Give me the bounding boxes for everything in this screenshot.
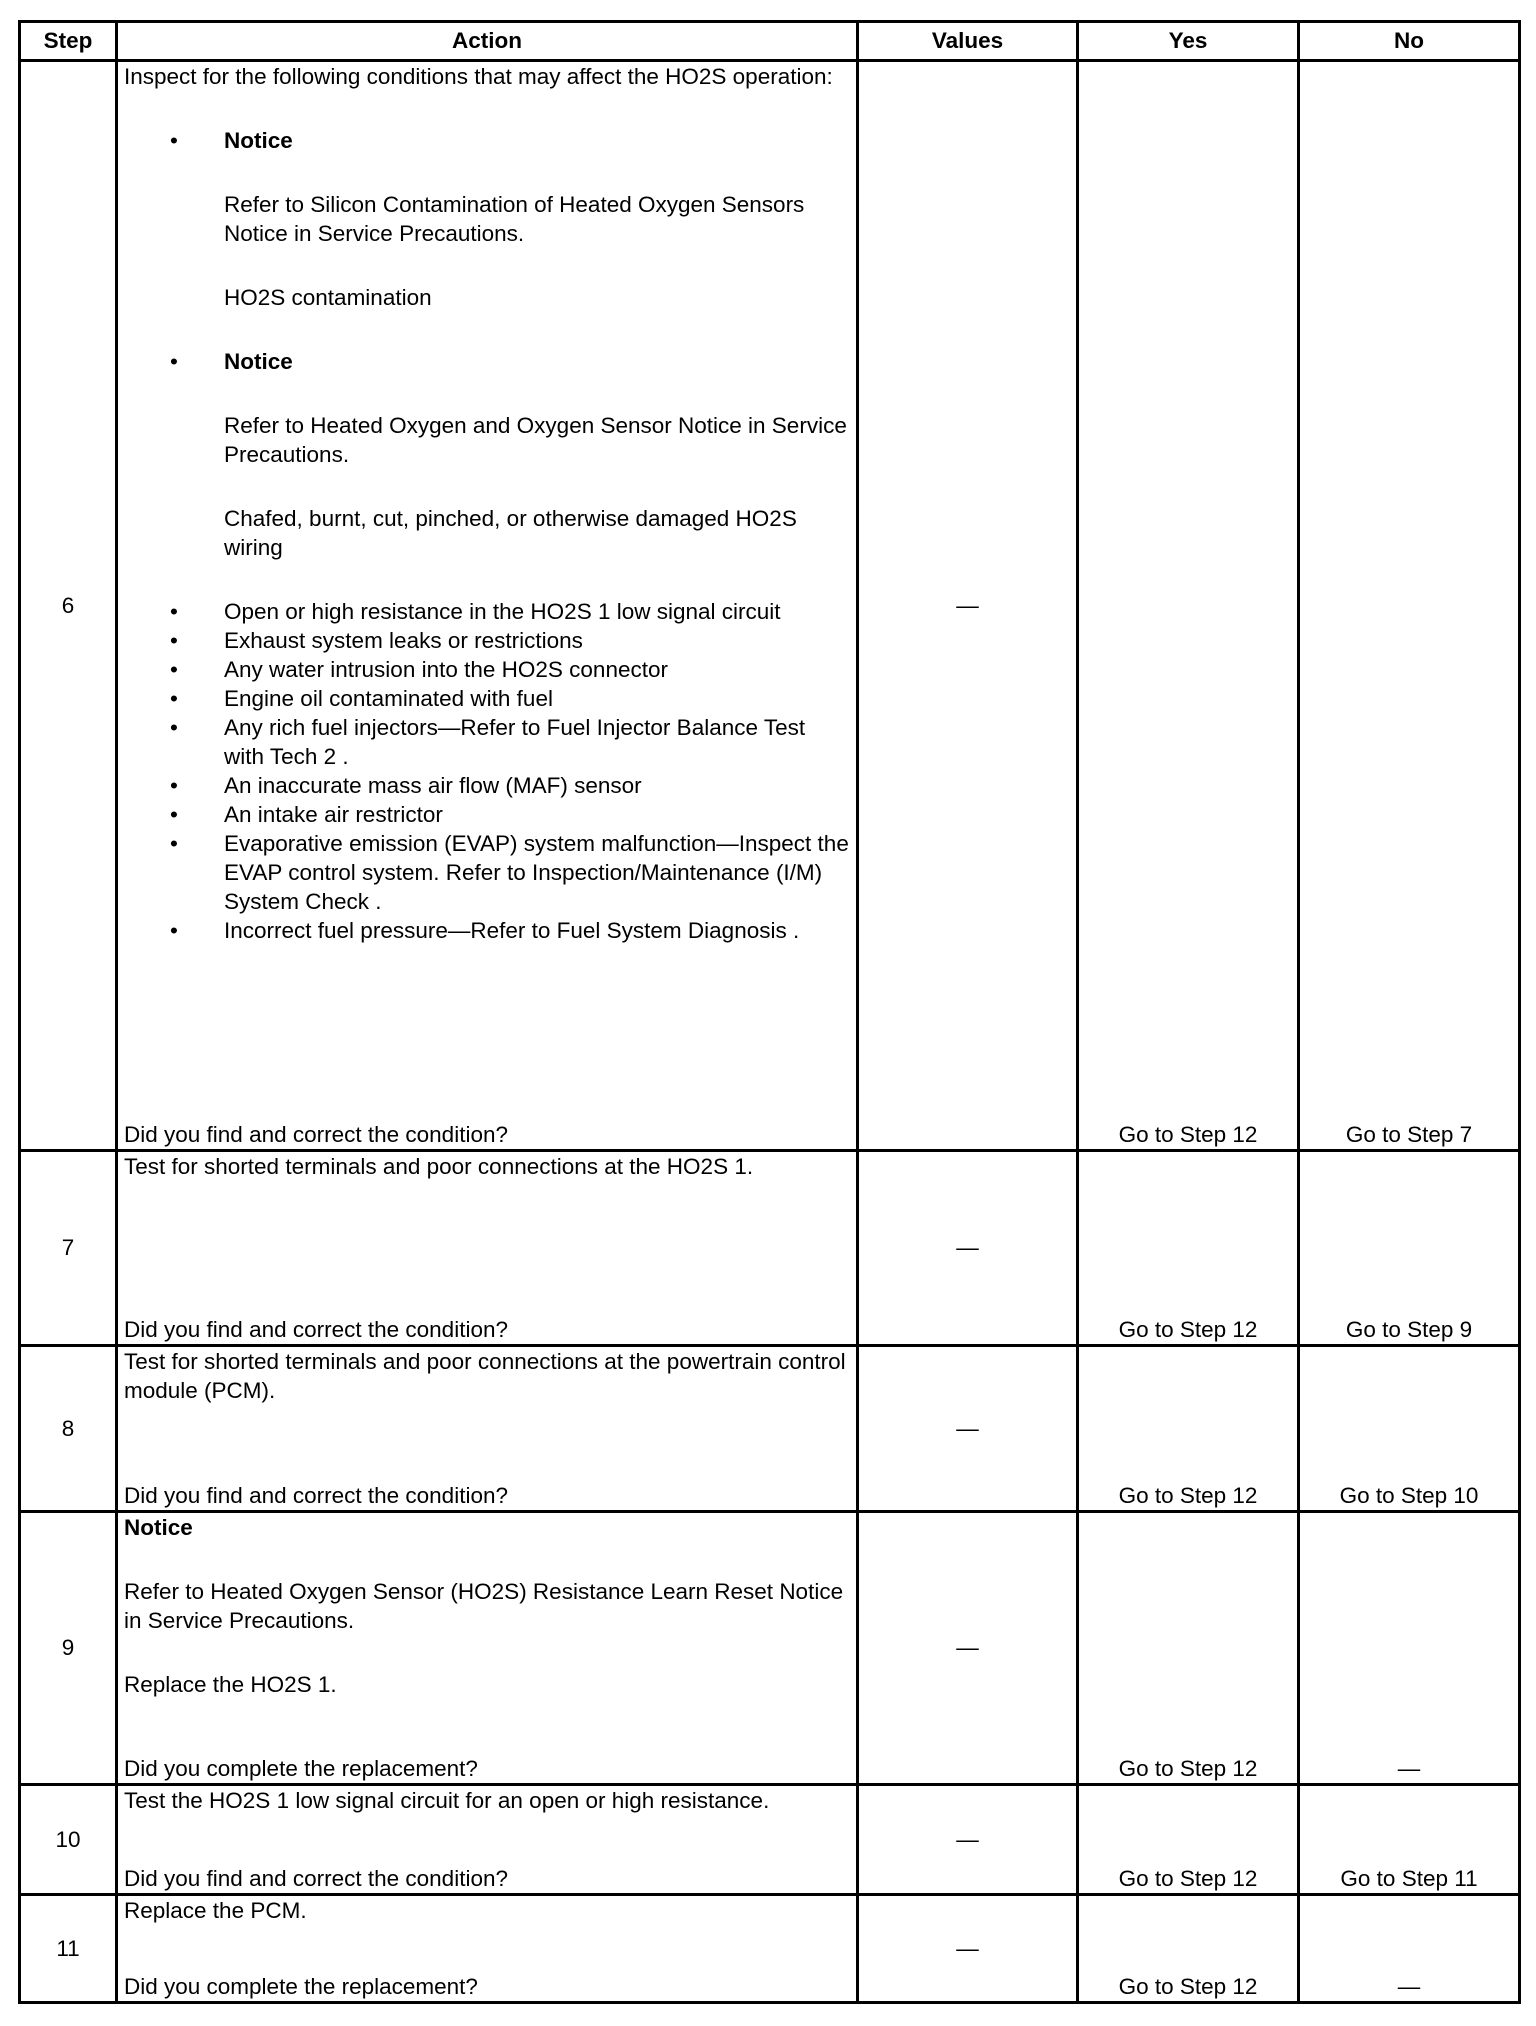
table-row-step-6	[20, 61, 1520, 1151]
values-cell: —	[858, 1894, 1078, 2002]
step-number: 9	[20, 1511, 117, 1784]
header-no: No	[1299, 22, 1520, 61]
values-cell: —	[858, 1345, 1078, 1511]
action-cell	[117, 1511, 858, 1784]
action-question: Did you find and correct the condition?	[124, 1122, 508, 1148]
no-cell: Go to Step 7	[1299, 61, 1520, 1151]
action-cell	[117, 1784, 858, 1894]
yes-cell: Go to Step 12	[1078, 1894, 1299, 2002]
list-item: • Any water intrusion into the HO2S connector	[170, 657, 668, 682]
notice-text: Refer to Heated Oxygen Sensor (HO2S) Resistance Learn Reset Notice in Service Precautions.	[124, 1578, 844, 1633]
notice-item: HO2S contamination	[224, 285, 432, 310]
action-text: Test for shorted terminals and poor connections at the powertrain control module (PCM).	[124, 1348, 846, 1403]
action-text: Test for shorted terminals and poor connections at the HO2S 1.	[124, 1154, 754, 1180]
step-number: 8	[20, 1345, 117, 1511]
header-values: Values	[858, 22, 1078, 61]
table-row-step-7	[20, 1151, 1520, 1345]
no-cell: Go to Step 11	[1299, 1784, 1520, 1894]
table-row-step-8	[20, 1345, 1520, 1511]
list-item: • An inaccurate mass air flow (MAF) sensor	[170, 773, 642, 798]
header-step: Step	[20, 22, 117, 61]
values-cell: —	[858, 1784, 1078, 1894]
values-cell: —	[858, 61, 1078, 1151]
notice-title: Notice	[124, 1514, 193, 1540]
step-number: 6	[20, 61, 117, 1151]
list-item: • Notice	[124, 347, 850, 376]
action-text: Test the HO2S 1 low signal circuit for an open or high resistance.	[124, 1787, 770, 1813]
list-item: • Engine oil contaminated with fuel	[170, 686, 553, 711]
header-row	[20, 22, 1520, 61]
list-item: • Notice	[124, 126, 850, 155]
yes-cell: Go to Step 12	[1078, 1511, 1299, 1784]
action-cell	[117, 1151, 858, 1345]
table-row-step-10	[20, 1784, 1520, 1894]
yes-cell: Go to Step 12	[1078, 1784, 1299, 1894]
list-item: • Incorrect fuel pressure—Refer to Fuel System Diagnosis .	[170, 918, 800, 943]
action-question: Did you find and correct the condition?	[124, 1316, 508, 1342]
no-cell: Go to Step 9	[1299, 1151, 1520, 1345]
action-cell	[117, 1894, 858, 2002]
notice-item: Chafed, burnt, cut, pinched, or otherwise damaged HO2S wiring	[224, 506, 797, 560]
notice-title: Notice	[224, 128, 293, 153]
action-question: Did you find and correct the condition?	[124, 1865, 508, 1891]
step-number: 11	[20, 1894, 117, 2002]
list-item: • Open or high resistance in the HO2S 1 low signal circuit	[170, 599, 781, 624]
no-cell: —	[1299, 1894, 1520, 2002]
list-item: • Exhaust system leaks or restrictions	[170, 628, 583, 653]
table-row-step-9	[20, 1511, 1520, 1784]
action-question: Did you complete the replacement?	[124, 1974, 478, 1999]
step-number: 10	[20, 1784, 117, 1894]
yes-cell: Go to Step 12	[1078, 1151, 1299, 1345]
header-yes: Yes	[1078, 22, 1299, 61]
yes-cell: Go to Step 12	[1078, 61, 1299, 1151]
action-cell	[117, 61, 858, 1151]
table-row-step-11	[20, 1894, 1520, 2002]
values-cell: —	[858, 1151, 1078, 1345]
action-cell	[117, 1345, 858, 1511]
action-question: Did you complete the replacement?	[124, 1755, 478, 1781]
action-intro: Inspect for the following conditions that may affect the HO2S operation:	[124, 64, 833, 89]
diagnostic-table	[18, 20, 1521, 2004]
no-cell: Go to Step 10	[1299, 1345, 1520, 1511]
values-cell: —	[858, 1511, 1078, 1784]
notice-title: Notice	[224, 349, 293, 374]
no-cell: —	[1299, 1511, 1520, 1784]
list-item: • An intake air restrictor	[170, 802, 443, 827]
yes-cell: Go to Step 12	[1078, 1345, 1299, 1511]
notice-text: Refer to Silicon Contamination of Heated Oxygen Sensors Notice in Service Precautions.	[224, 192, 805, 246]
action-text: Replace the HO2S 1.	[124, 1671, 337, 1697]
notice-text: Refer to Heated Oxygen and Oxygen Sensor Notice in Service Precautions.	[224, 413, 847, 467]
action-question: Did you find and correct the condition?	[124, 1482, 508, 1508]
step-number: 7	[20, 1151, 117, 1345]
header-action: Action	[117, 22, 858, 61]
list-item: • Evaporative emission (EVAP) system malfunction—Inspect the EVAP control system. Refer to Inspection/Maintenance (I/M) System Check .	[170, 831, 849, 914]
list-item: • Any rich fuel injectors—Refer to Fuel Injector Balance Test with Tech 2 .	[170, 715, 806, 769]
action-text: Replace the PCM.	[124, 1897, 307, 1923]
